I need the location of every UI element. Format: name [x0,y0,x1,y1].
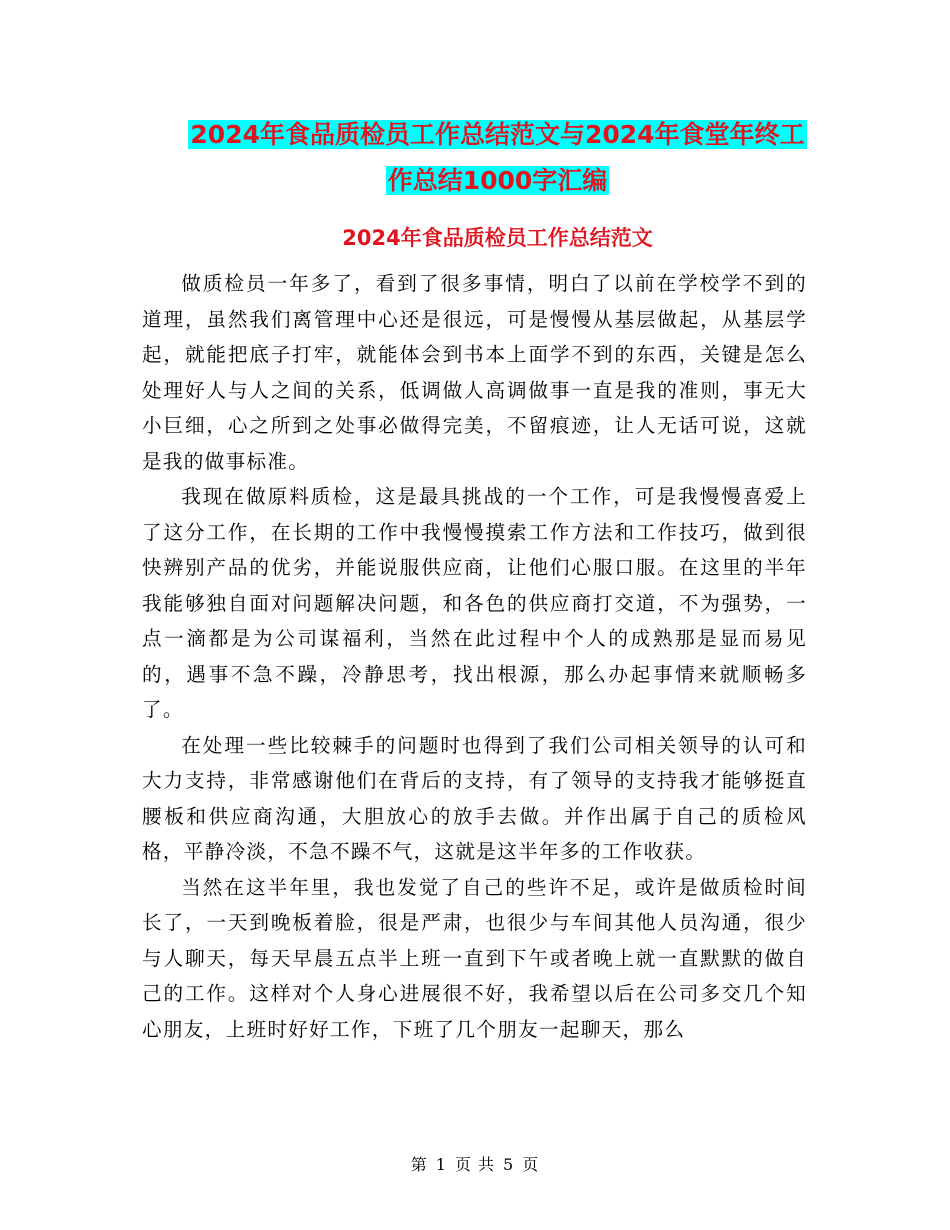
footer-total-pages: 5 [503,1155,515,1174]
paragraph-2: 我现在做原料质检，这是最具挑战的一个工作，可是我慢慢喜爱上了这分工作，在长期的工作中我慢慢摸索工作方法和工作技巧，做到很快辨别产品的优劣，并能说服供应商，让他们心服口服。在这里的半年我能够独自面对问题解决问题，和各色的供应商打交道，不为强势，一点一滴都是为公司谋福利，当然在此过程中个人的成熟那是显而易见的，遇事不急不躁，冷静思考，找出根源，那么办起事情来就顺畅多了。 [142,485,807,721]
page-footer [0,1152,950,1175]
footer-label-page: 第 [410,1155,428,1174]
document-title-line-1: 2024年食品质检员工作总结范文与2024年食堂年终工 [190,120,805,149]
paragraph-3: 在处理一些比较棘手的问题时也得到了我们公司相关领导的认可和大力支持，非常感谢他们在背后的支持，有了领导的支持我才能够挺直腰板和供应商沟通，大胆放心的放手去做。并作出属于自己的质检风格，平静冷淡，不急不躁不气，这就是这半年多的工作收获。 [142,733,807,863]
footer-label-of: 页 共 [454,1155,496,1174]
document-title [140,112,855,204]
paragraph-4: 当然在这半年里，我也发觉了自己的些许不足，或许是做质检时间长了，一天到晚板着脸，很是严肃，也很少与车间其他人员沟通，很少与人聊天，每天早晨五点半上班一直到下午或者晚上就一直默默的做自己的工作。这样对个人身心进展很不好，我希望以后在公司多交几个知心朋友，上班时好好工作，下班了几个朋友一起聊天，那么 [142,875,807,1041]
document-body [142,266,807,1047]
document-title-line-2: 作总结1000字汇编 [387,166,608,195]
footer-current-page: 1 [435,1155,447,1174]
section-title: 2024年食品质检员工作总结范文 [342,226,653,250]
paragraph-1: 做质检员一年多了，看到了很多事情，明白了以前在学校学不到的道理，虽然我们离管理中心还是很远，可是慢慢从基层做起，从基层学起，就能把底子打牢，就能体会到书本上面学不到的东西，关键是怎么处理好人与人之间的关系，低调做人高调做事一直是我的准则，事无大小巨细，心之所到之处事必做得完美，不留痕迹，让人无话可说，这就是我的做事标准。 [142,272,807,473]
footer-label-pages: 页 [522,1155,540,1174]
